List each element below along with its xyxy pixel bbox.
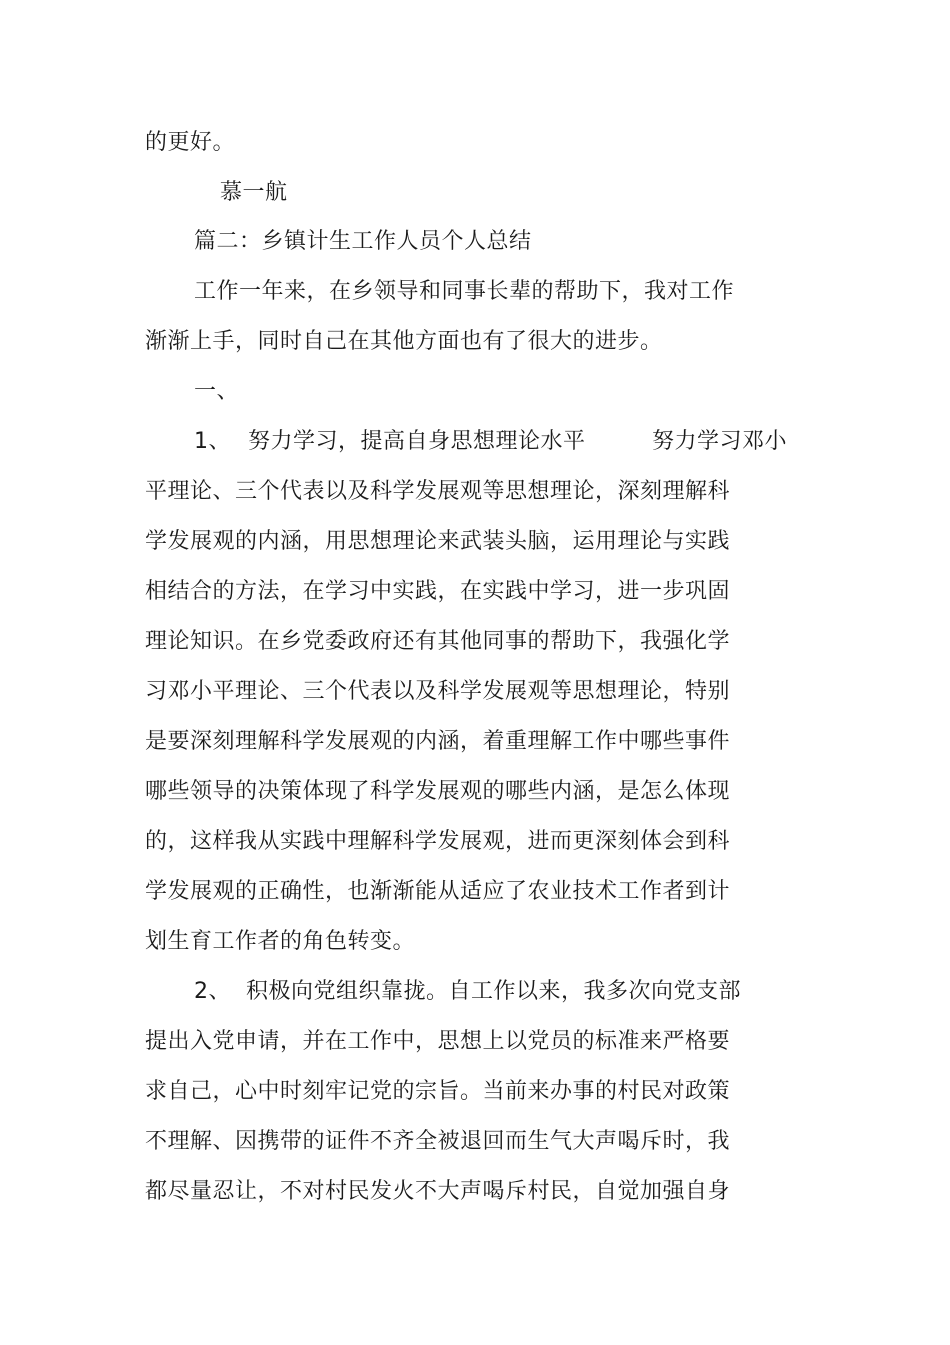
text-line: 不理解、因携带的证件不齐全被退回而生气大声喝斥时，我: [145, 1129, 731, 1154]
text-line: 相结合的方法，在学习中实践，在实践中学习，进一步巩固: [145, 579, 731, 604]
text-line: 的，这样我从实践中理解科学发展观，进而更深刻体会到科: [145, 829, 731, 854]
text-line: 划生育工作者的角色转变。: [145, 929, 416, 954]
text-line: 的更好。: [145, 130, 236, 155]
text-line: 提出入党申请，并在工作中，思想上以党员的标准来严格要: [145, 1029, 731, 1054]
text-line: 学发展观的正确性，也渐渐能从适应了农业技术工作者到计: [145, 879, 731, 904]
text-line: 都尽量忍让，不对村民发火不大声喝斥村民，自觉加强自身: [145, 1179, 731, 1204]
author-name: 慕一航: [220, 180, 288, 205]
text-line: 理论知识。在乡党委政府还有其他同事的帮助下，我强化学: [145, 629, 731, 654]
text-line: 求自己，心中时刻牢记党的宗旨。当前来办事的村民对政策: [145, 1079, 731, 1104]
text-line: 积极向党组织靠拢。自工作以来，我多次向党支部: [246, 979, 742, 1004]
text-line: 渐渐上手，同时自己在其他方面也有了很大的进步。: [145, 329, 663, 354]
list-heading: 一、: [194, 379, 240, 404]
item-title: 努力学习，提高自身思想理论水平: [248, 429, 586, 454]
text-line: 哪些领导的决策体现了科学发展观的哪些内涵，是怎么体现: [145, 779, 731, 804]
text-line: 工作一年来，在乡领导和同事长辈的帮助下，我对工作: [194, 279, 735, 304]
item-number: 2、: [194, 979, 231, 1004]
item-number: 1、: [194, 429, 231, 454]
section-title: 篇二：乡镇计生工作人员个人总结: [194, 229, 532, 254]
text-line: 是要深刻理解科学发展观的内涵，着重理解工作中哪些事件: [145, 729, 731, 754]
text-line: 习邓小平理论、三个代表以及科学发展观等思想理论，特别: [145, 679, 731, 704]
text-line: 学发展观的内涵，用思想理论来武装头脑，运用理论与实践: [145, 529, 731, 554]
text-line: 努力学习邓小: [652, 429, 788, 454]
text-line: 平理论、三个代表以及科学发展观等思想理论，深刻理解科: [145, 479, 731, 504]
